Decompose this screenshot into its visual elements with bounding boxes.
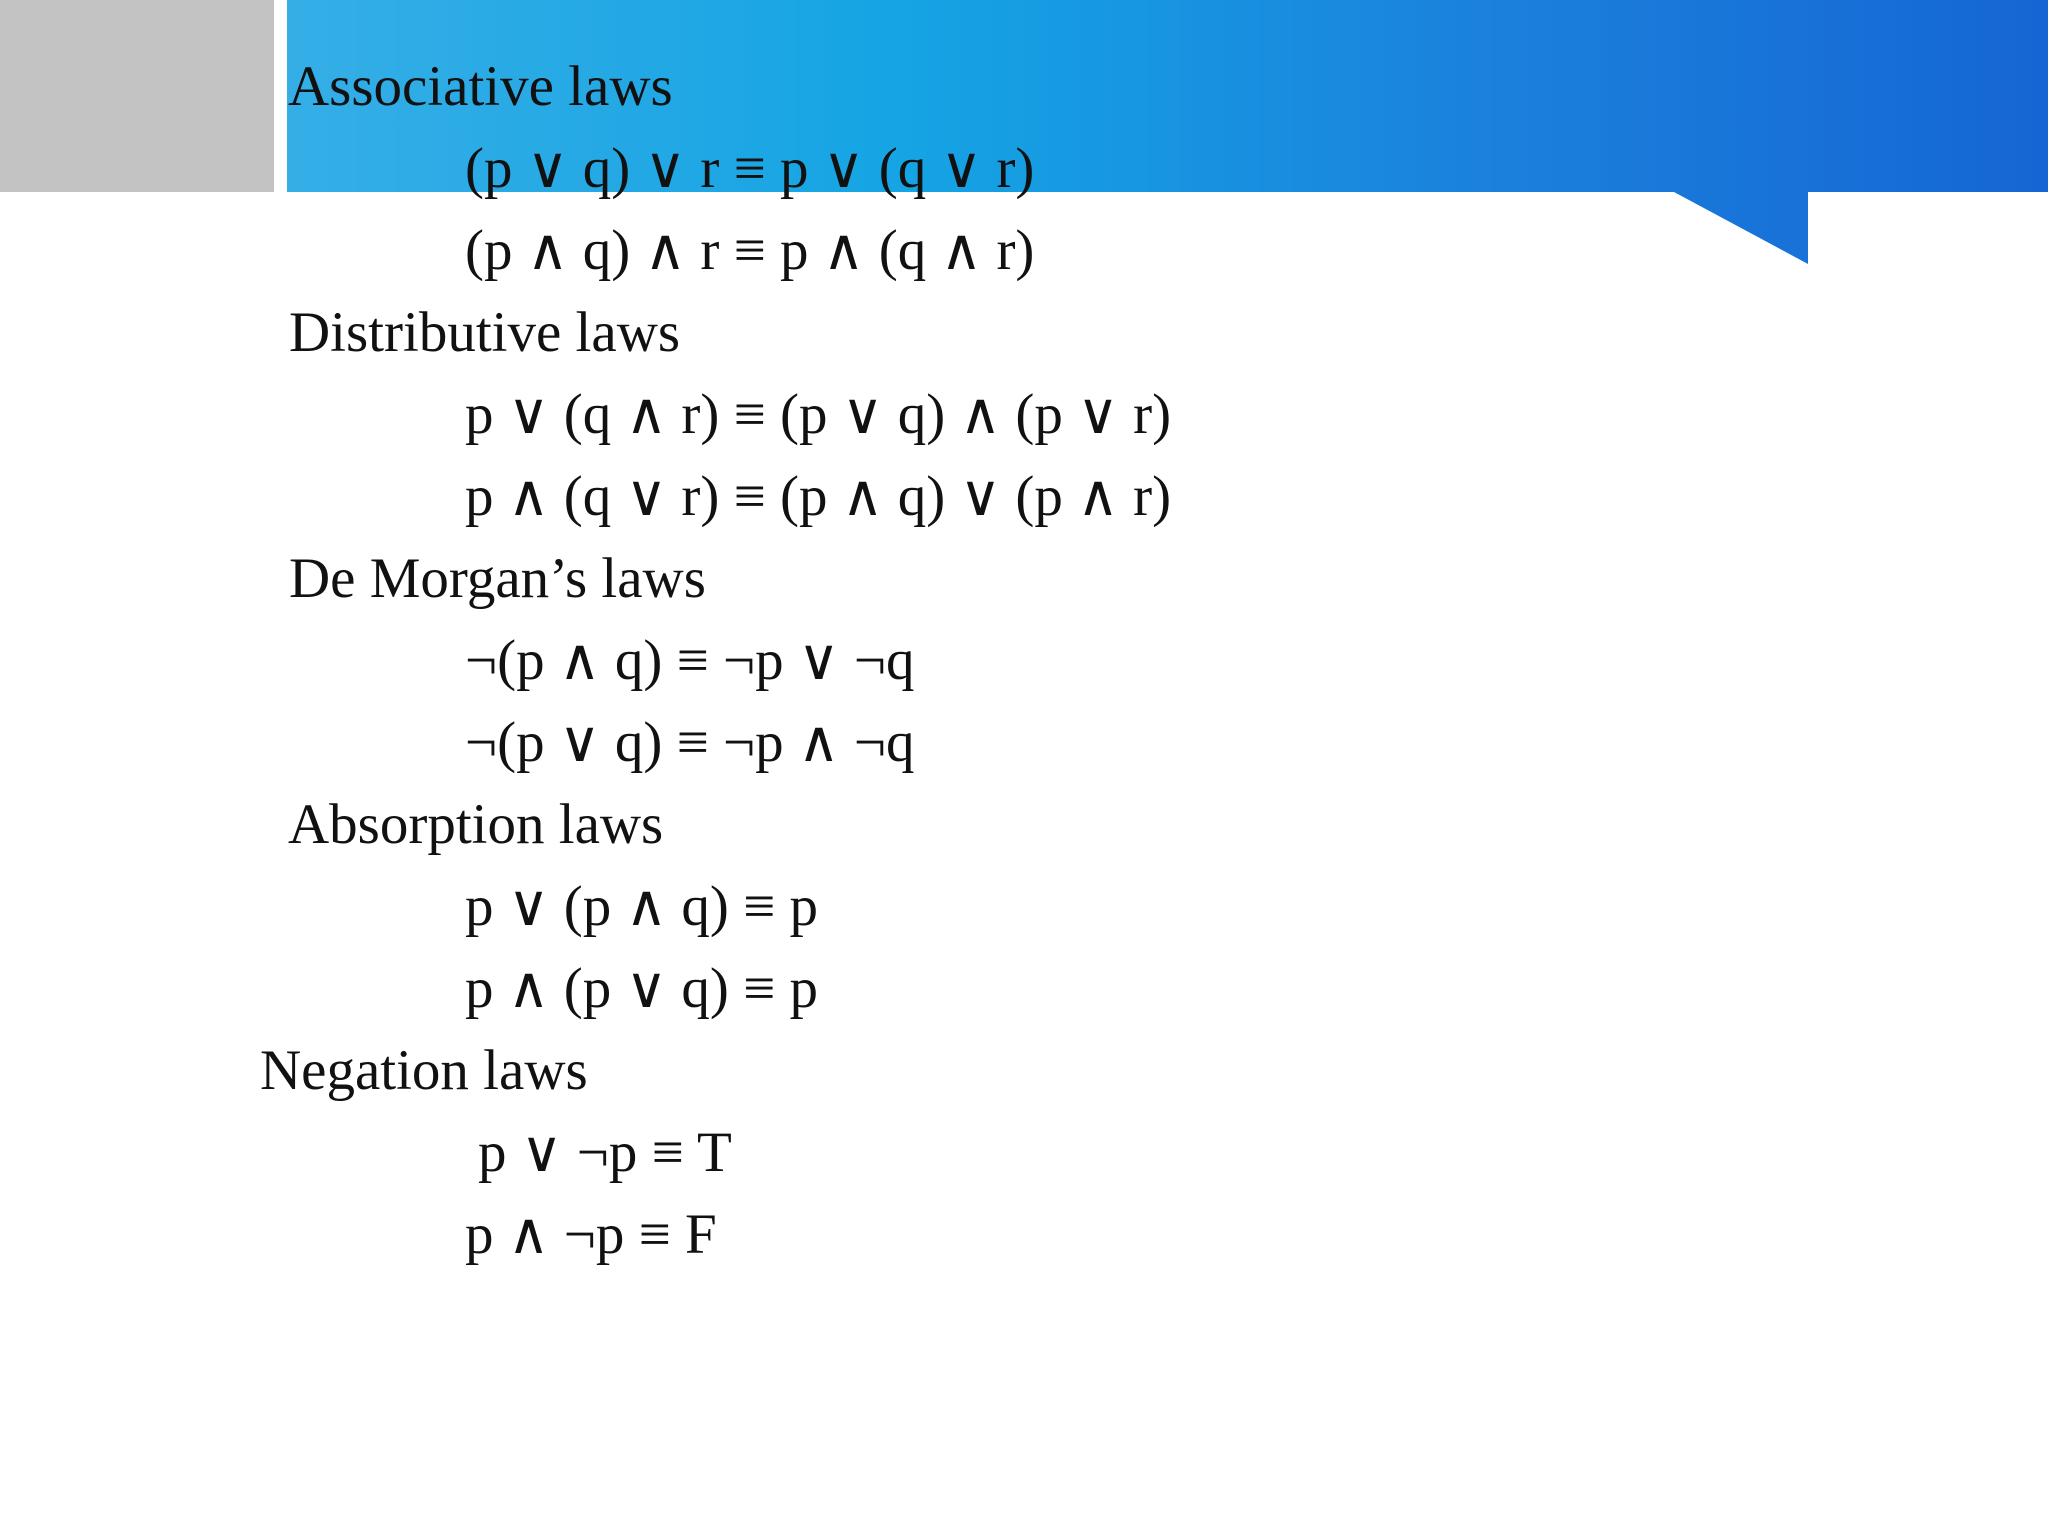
negation-or-formula: p ∨ ¬p ≡ T [478, 1121, 732, 1184]
distributive-and-formula: p ∧ (q ∨ r) ≡ (p ∧ q) ∨ (p ∧ r) [465, 465, 1172, 528]
negation-laws-heading: Negation laws [260, 1039, 588, 1102]
absorption-or-formula: p ∨ (p ∧ q) ≡ p [465, 875, 819, 938]
de-morgans-laws-heading: De Morgan’s laws [289, 547, 706, 610]
negation-and-formula: p ∧ ¬p ≡ F [465, 1203, 717, 1266]
associative-laws-heading: Associative laws [288, 55, 673, 118]
distributive-laws-heading: Distributive laws [289, 301, 681, 364]
de-morgan-and-formula: ¬(p ∧ q) ≡ ¬p ∨ ¬q [465, 629, 915, 692]
de-morgan-or-formula: ¬(p ∨ q) ≡ ¬p ∧ ¬q [465, 711, 915, 774]
gray-corner-block [0, 0, 274, 192]
absorption-laws-heading: Absorption laws [288, 793, 664, 856]
associative-and-formula: (p ∧ q) ∧ r ≡ p ∧ (q ∧ r) [465, 219, 1035, 282]
associative-or-formula: (p ∨ q) ∨ r ≡ p ∨ (q ∨ r) [465, 137, 1035, 200]
distributive-or-formula: p ∨ (q ∧ r) ≡ (p ∨ q) ∧ (p ∨ r) [465, 383, 1172, 446]
absorption-and-formula: p ∧ (p ∨ q) ≡ p [465, 957, 819, 1020]
